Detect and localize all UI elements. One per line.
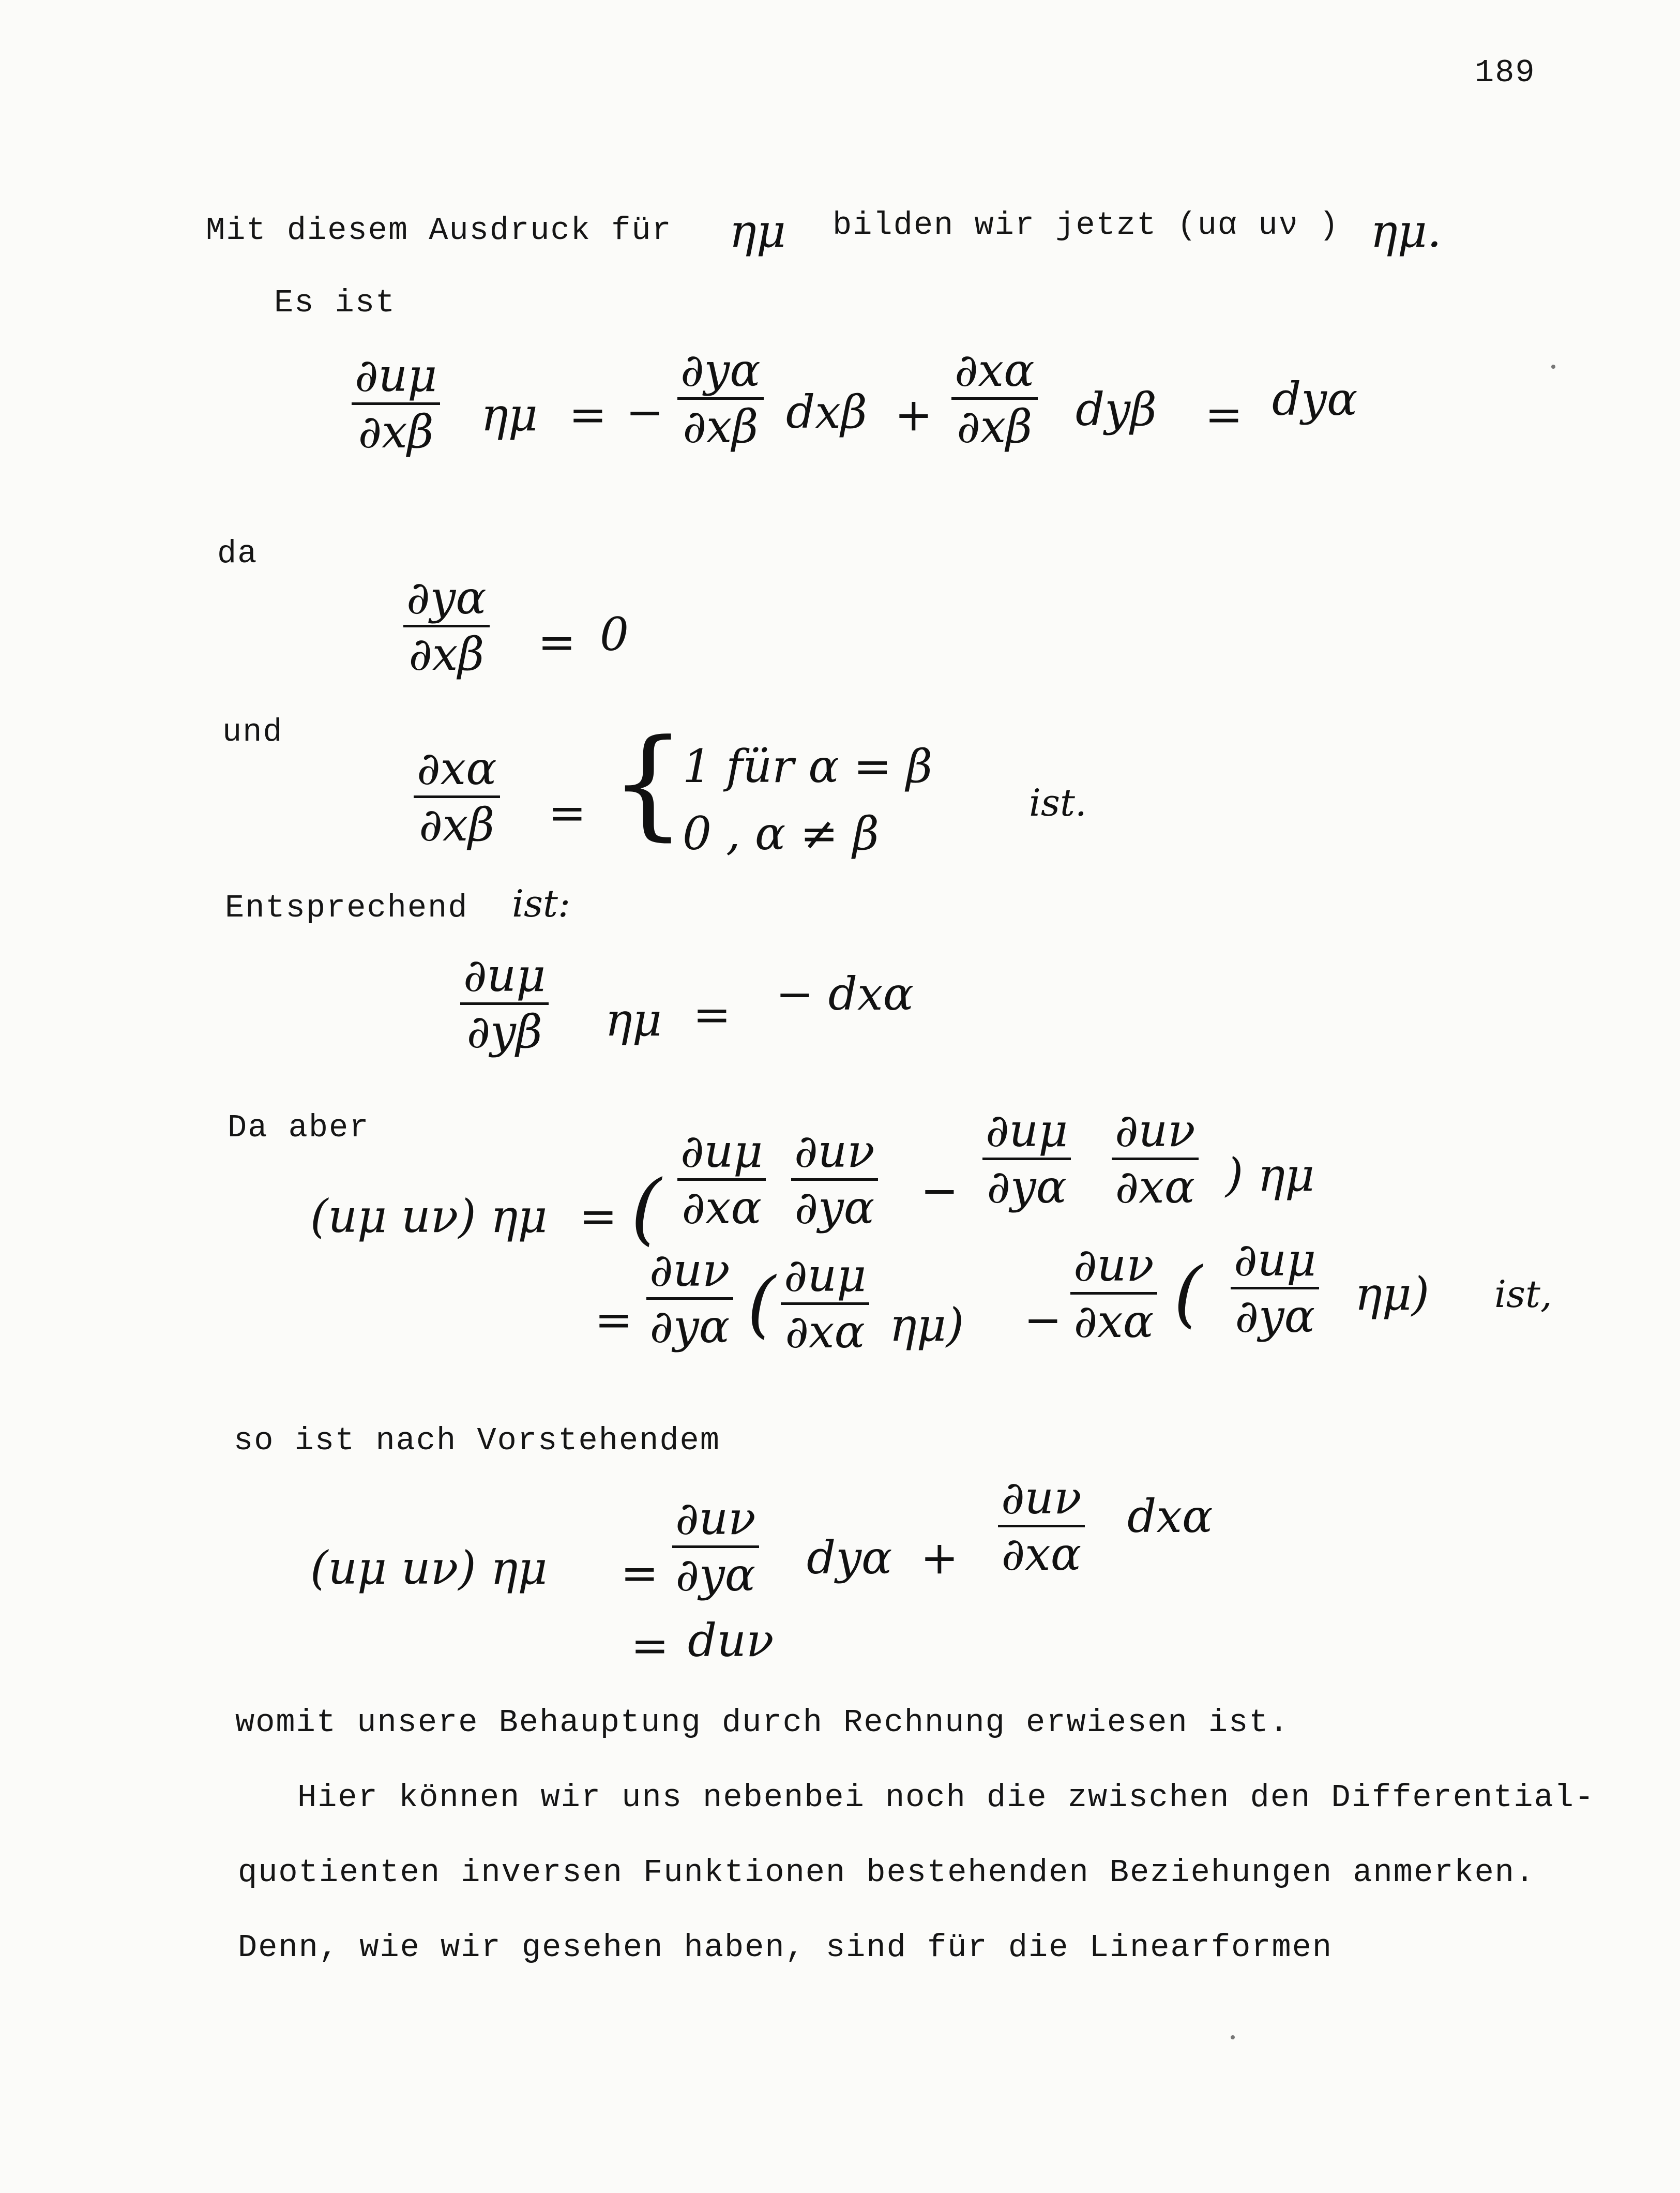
text-line-womit: womit unsere Behauptung durch Rechnung erwiesen ist. <box>235 1704 1290 1741</box>
close-paren-eta: ) ημ <box>1225 1148 1315 1201</box>
minus-sign: − <box>920 1164 959 1217</box>
fraction: ∂uμ ∂xα <box>677 1128 766 1232</box>
fraction: ∂yα ∂xβ <box>403 574 490 679</box>
minus-sign: − <box>626 385 664 439</box>
text-line-da-aber: Da aber <box>228 1109 370 1146</box>
text-line-entsprechend: Entsprechend <box>225 890 468 926</box>
paper-speck <box>1551 365 1555 369</box>
lhs-expression: (uμ uν) ημ <box>310 1541 548 1595</box>
differential: dyα <box>1272 372 1358 426</box>
fraction: ∂uμ ∂yβ <box>460 952 549 1056</box>
fraction: ∂uμ ∂yα <box>982 1107 1071 1211</box>
text-line-denn: Denn, wie wir gesehen haben, sind für die Linearformen <box>238 1929 1333 1966</box>
equals-sign: = <box>579 1190 617 1243</box>
zero: 0 <box>600 608 629 661</box>
eta-close-paren: ημ) <box>1355 1267 1430 1320</box>
equals-sign: = <box>538 615 576 669</box>
fraction: ∂uμ ∂xα <box>781 1252 869 1356</box>
equals-sign: = <box>693 988 731 1041</box>
plus-sign: + <box>920 1531 959 1584</box>
text-line-so-ist: so ist nach Vorstehendem <box>234 1422 720 1459</box>
differential: dxβ <box>786 385 867 439</box>
fraction: ∂uν ∂xα <box>1112 1107 1199 1211</box>
fraction: ∂uν ∂xα <box>998 1474 1085 1579</box>
fraction: ∂uμ ∂yα <box>1231 1236 1319 1341</box>
equals-sign: = <box>631 1619 669 1672</box>
case-row-1: 1 für α = β <box>683 740 933 793</box>
handwritten-eta-end: ημ. <box>1370 204 1442 258</box>
equals-sign: = <box>548 786 586 839</box>
text-line-und: und <box>222 714 283 750</box>
text-line-da: da <box>217 535 258 572</box>
minus-sign: − <box>1024 1293 1062 1346</box>
fraction: ∂uν ∂yα <box>646 1246 733 1351</box>
page-number: 189 <box>1475 54 1536 91</box>
left-brace: { <box>610 714 686 852</box>
fraction: ∂uμ ∂xβ <box>352 352 440 456</box>
paper-speck <box>1231 2035 1235 2039</box>
handwritten-ist: ist. <box>1029 781 1087 824</box>
differential: dyβ <box>1076 383 1157 436</box>
open-paren: ( <box>747 1262 776 1346</box>
fraction: ∂uν ∂yα <box>672 1495 759 1599</box>
case-row-2: 0 , α ≠ β <box>683 807 879 860</box>
eta-symbol: ημ <box>605 993 662 1046</box>
fraction: ∂xα ∂xβ <box>951 347 1038 451</box>
eta-symbol: ημ <box>481 388 538 441</box>
equals-sign: = <box>595 1293 633 1346</box>
fraction: ∂uν ∂yα <box>791 1128 878 1232</box>
equals-sign: = <box>620 1546 659 1600</box>
equals-sign: = <box>569 388 607 441</box>
equals-sign: = <box>1205 388 1243 441</box>
text-line-2: Es ist <box>274 284 396 321</box>
open-paren: ( <box>1174 1252 1202 1336</box>
lhs-expression: (uμ uν) ημ <box>310 1190 548 1243</box>
handwritten-eta: ημ <box>729 204 786 258</box>
plus-sign: + <box>895 388 933 441</box>
text-line-1a: Mit diesem Ausdruck für <box>206 212 672 249</box>
differential: dxα <box>1127 1490 1213 1543</box>
fraction: ∂uν ∂xα <box>1070 1241 1157 1346</box>
handwritten-ist: ist: <box>512 882 571 925</box>
eta-close-paren: ημ) <box>889 1298 964 1351</box>
differential: dyα <box>807 1531 892 1584</box>
text-line-hier: Hier können wir uns nebenbei noch die zwischen den Differential- <box>297 1779 1595 1816</box>
open-paren: ( <box>631 1164 661 1254</box>
text-line-quotienten: quotienten inversen Funktionen bestehenden Beziehungen anmerken. <box>238 1854 1536 1891</box>
fraction: ∂xα ∂xβ <box>414 745 500 849</box>
text-line-1b: bilden wir jetzt (uα uν ) <box>833 207 1340 244</box>
fraction: ∂yα ∂xβ <box>677 347 764 451</box>
differential: − dxα <box>776 967 914 1020</box>
handwritten-ist: ist, <box>1494 1272 1552 1316</box>
differential: duν <box>688 1614 774 1667</box>
